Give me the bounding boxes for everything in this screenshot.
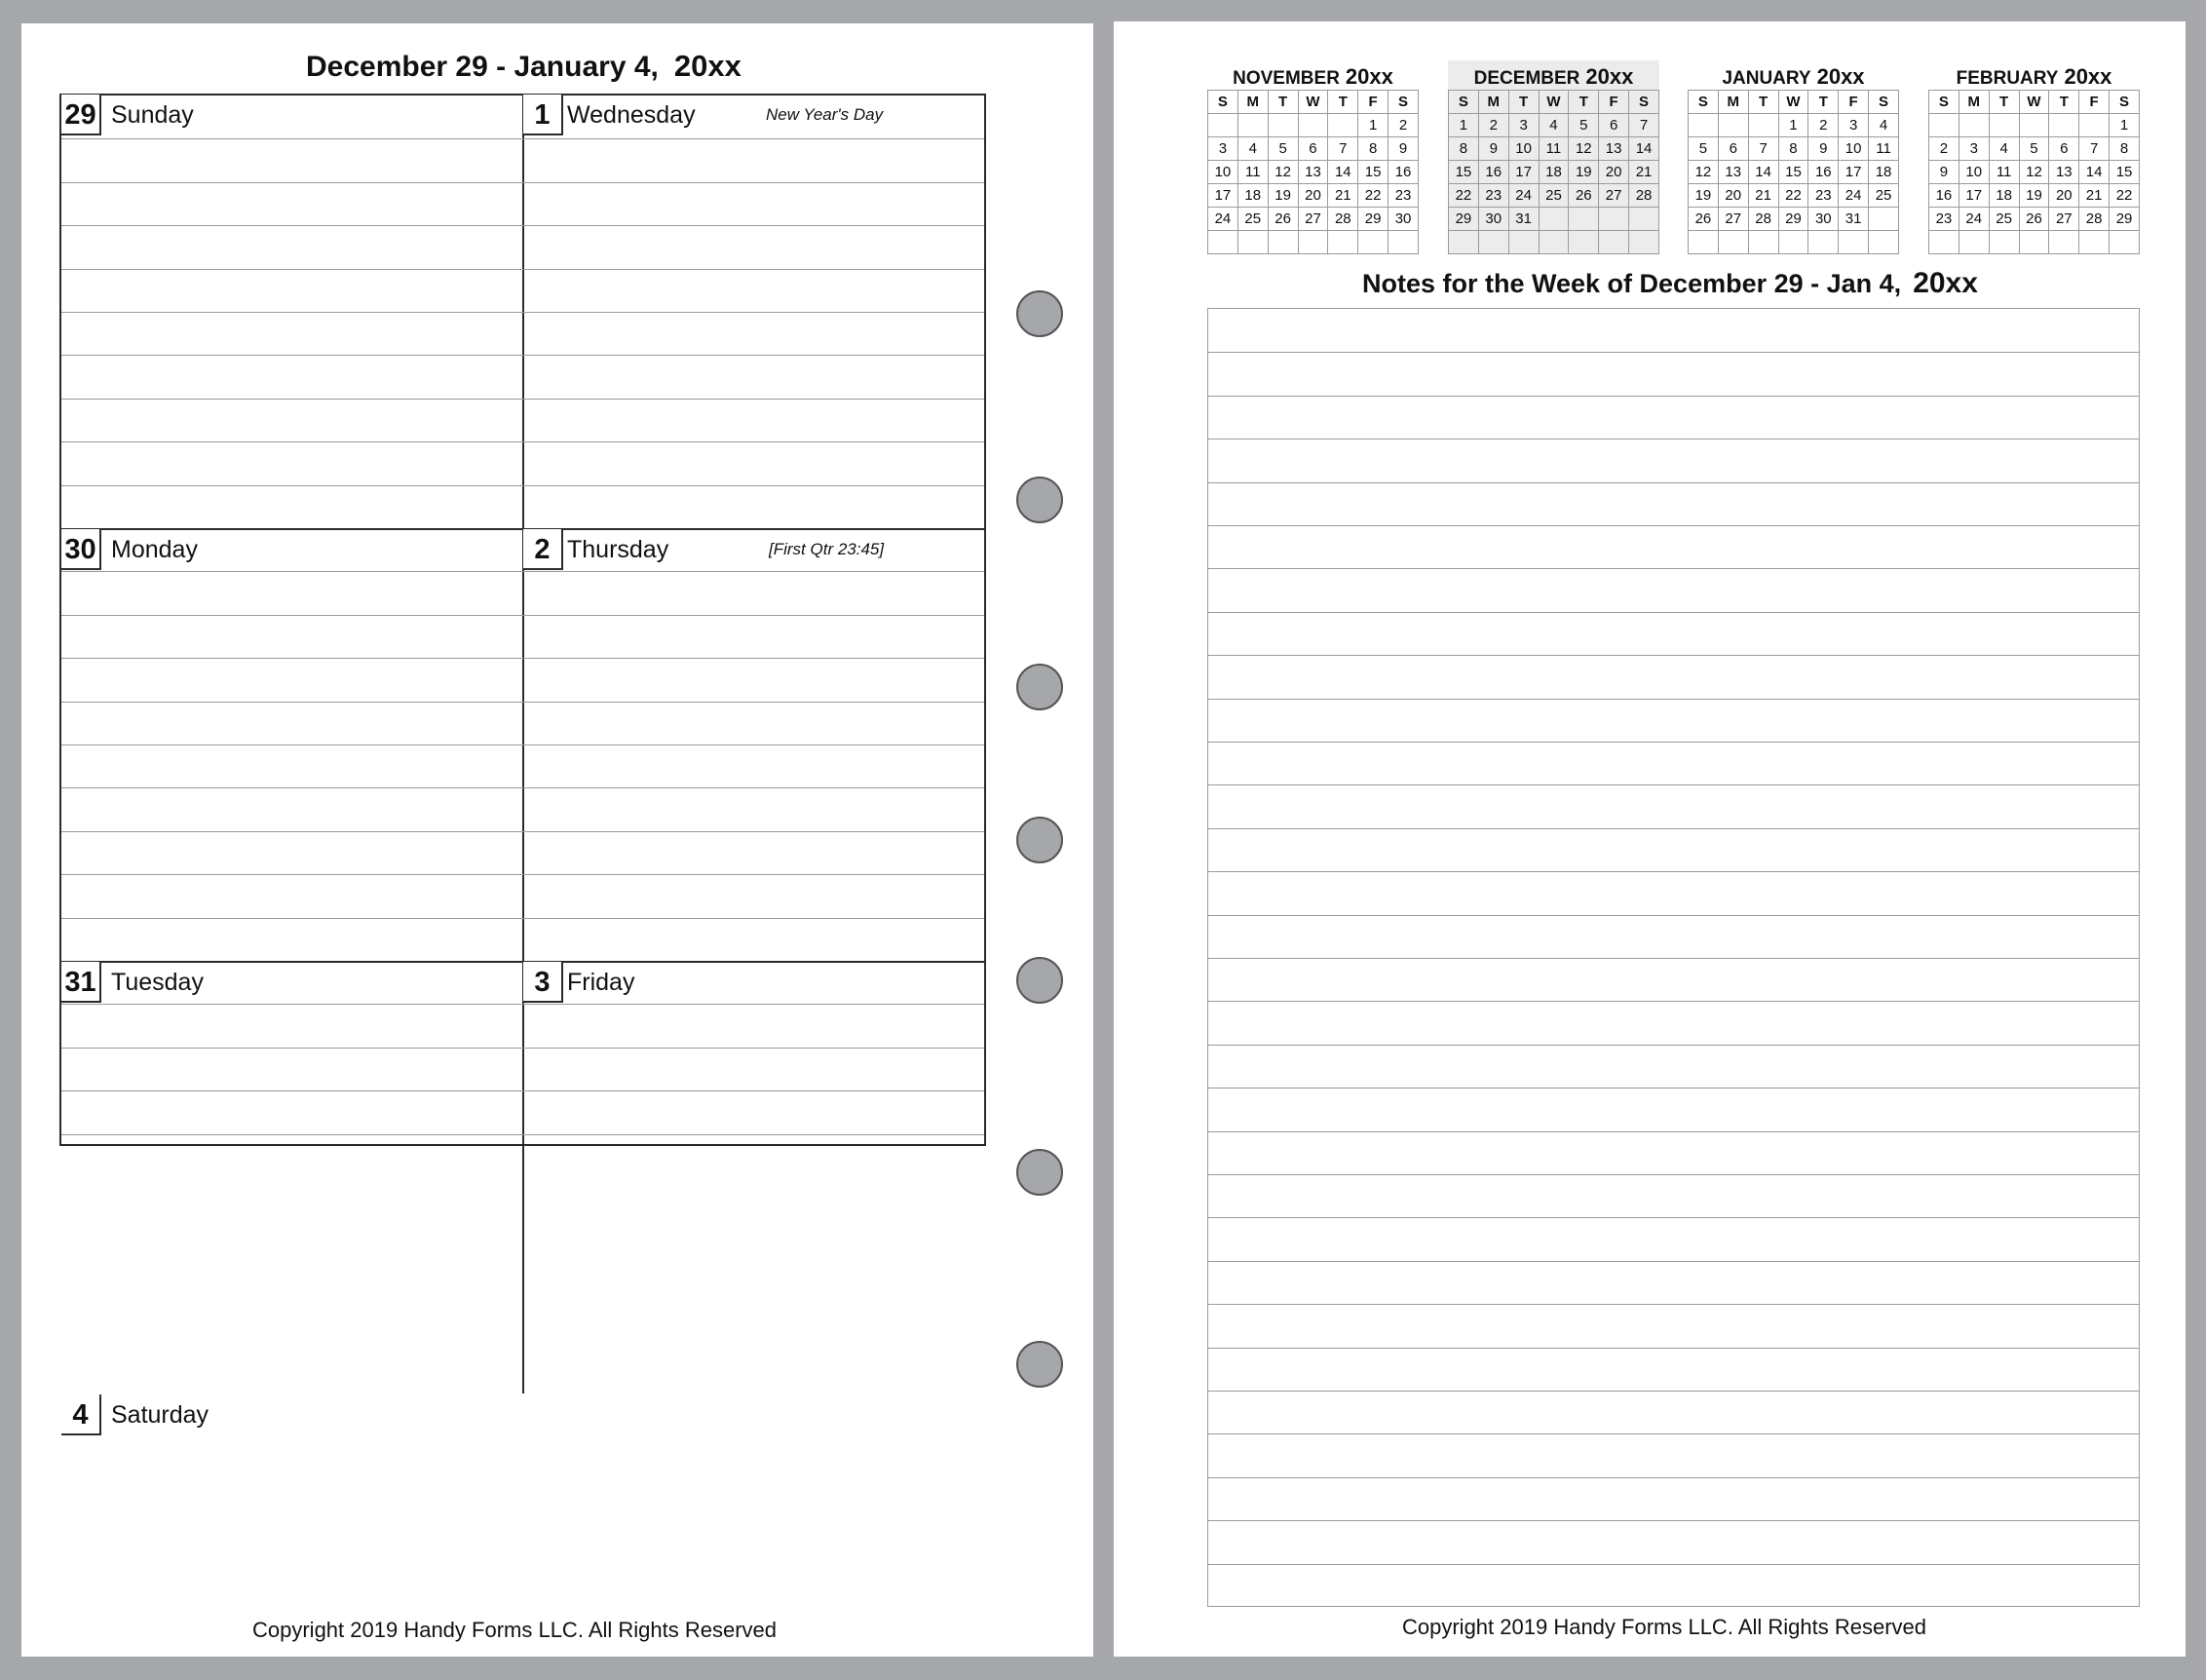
calendar-day (1718, 231, 1748, 254)
calendar-day (1929, 114, 1959, 137)
weekday-header: M (1959, 91, 1989, 114)
calendar-day: 7 (2079, 137, 2110, 161)
calendar-day (2049, 114, 2079, 137)
calendar-day: 28 (1629, 184, 1659, 208)
calendar-day: 8 (1358, 137, 1388, 161)
ruled-line (61, 831, 984, 832)
weekday-header: T (1328, 91, 1358, 114)
notes-ruled-line (1208, 525, 2139, 526)
calendar-day: 24 (1208, 208, 1238, 231)
calendar-day: 12 (1689, 161, 1719, 184)
calendar-day: 10 (1959, 161, 1989, 184)
weekly-planner-page (21, 23, 1093, 1657)
day-name-friday: Friday (567, 969, 635, 996)
calendar-day: 24 (1839, 184, 1869, 208)
calendar-day (2049, 231, 2079, 254)
weekday-header: S (1869, 91, 1899, 114)
copyright-left: Copyright 2019 Handy Forms LLC. All Rights Reserved (252, 1618, 778, 1642)
calendar-day: 2 (1808, 114, 1839, 137)
calendar-month: DECEMBER (1473, 68, 1580, 89)
calendar-day: 17 (1508, 161, 1539, 184)
calendar-day: 27 (2049, 208, 2079, 231)
notes-ruled-line (1208, 699, 2139, 700)
calendar-day: 6 (1298, 137, 1328, 161)
calendar-day: 26 (1268, 208, 1298, 231)
ruled-line (61, 225, 984, 226)
calendar-day: 3 (1508, 114, 1539, 137)
calendar-day (1869, 208, 1899, 231)
calendar-day: 27 (1298, 208, 1328, 231)
calendar-day: 21 (1748, 184, 1778, 208)
calendar-day: 23 (1478, 184, 1508, 208)
calendar-day: 2 (1478, 114, 1508, 137)
calendar-day: 7 (1629, 114, 1659, 137)
binder-hole (1016, 1341, 1063, 1388)
calendar-day: 9 (1929, 161, 1959, 184)
calendar-day: 2 (1929, 137, 1959, 161)
calendar-day: 1 (1449, 114, 1479, 137)
weekday-header: W (1539, 91, 1569, 114)
calendar-day: 24 (1959, 208, 1989, 231)
day-name-thursday: Thursday (567, 536, 669, 563)
calendar-day: 29 (1449, 208, 1479, 231)
weekday-header: S (1449, 91, 1479, 114)
calendar-day: 22 (1358, 184, 1388, 208)
ruled-line (61, 615, 984, 616)
calendar-day: 9 (1478, 137, 1508, 161)
calendar-day: 23 (1808, 184, 1839, 208)
weekday-header: M (1237, 91, 1268, 114)
weekday-header: T (1268, 91, 1298, 114)
calendar-day: 18 (1989, 184, 2019, 208)
calendar-day (1569, 208, 1599, 231)
calendar-day (1208, 231, 1238, 254)
calendar-day: 13 (1298, 161, 1328, 184)
calendar-day (1989, 114, 2019, 137)
calendar-day (1808, 231, 1839, 254)
day-note-wednesday: New Year's Day (766, 105, 884, 124)
calendar-day: 7 (1748, 137, 1778, 161)
calendar-day (1718, 114, 1748, 137)
ruled-line (61, 441, 984, 442)
mini-calendar-header (1928, 60, 2140, 90)
ruled-line (61, 571, 984, 572)
calendar-day: 4 (1539, 114, 1569, 137)
week-title (306, 49, 742, 84)
mini-calendar-december (1448, 60, 1659, 254)
calendar-day (1748, 231, 1778, 254)
calendar-day: 8 (1449, 137, 1479, 161)
calendar-day: 27 (1599, 184, 1629, 208)
calendar-day: 1 (2110, 114, 2140, 137)
calendar-day: 29 (1778, 208, 1808, 231)
day-number-tuesday: 31 (61, 962, 101, 1003)
calendar-day: 19 (2019, 184, 2049, 208)
calendar-day: 28 (1748, 208, 1778, 231)
day-name-saturday: Saturday (111, 1401, 209, 1429)
calendar-month: JANUARY (1722, 68, 1811, 89)
ruled-line (61, 1090, 984, 1091)
calendar-day: 30 (1388, 208, 1419, 231)
calendar-day: 21 (1629, 161, 1659, 184)
calendar-day (1268, 231, 1298, 254)
calendar-day (2110, 231, 2140, 254)
calendar-day: 17 (1208, 184, 1238, 208)
calendar-day: 20 (1298, 184, 1328, 208)
calendar-day: 17 (1839, 161, 1869, 184)
calendar-day: 30 (1808, 208, 1839, 231)
weekday-header: F (1358, 91, 1388, 114)
calendar-day (1237, 231, 1268, 254)
notes-title (1362, 267, 1978, 300)
day-grid (59, 94, 986, 1431)
calendar-day: 18 (1539, 161, 1569, 184)
calendar-day: 25 (1989, 208, 2019, 231)
calendar-day: 17 (1959, 184, 1989, 208)
calendar-day: 14 (2079, 161, 2110, 184)
calendar-day (1508, 231, 1539, 254)
calendar-day: 31 (1839, 208, 1869, 231)
binder-hole (1016, 477, 1063, 523)
notes-ruled-line (1208, 1174, 2139, 1175)
calendar-day: 22 (1449, 184, 1479, 208)
notes-ruled-line (1208, 1001, 2139, 1002)
calendar-year: 20xx (1816, 64, 1865, 89)
calendar-day (1839, 231, 1869, 254)
ruled-line (61, 1134, 984, 1135)
notes-ruled-line (1208, 1564, 2139, 1565)
ruled-line (61, 485, 984, 486)
weekday-header: T (1508, 91, 1539, 114)
notes-ruled-line (1208, 1045, 2139, 1046)
calendar-day (1569, 231, 1599, 254)
calendar-day: 7 (1328, 137, 1358, 161)
binder-hole (1016, 664, 1063, 710)
notes-ruled-line (1208, 915, 2139, 916)
calendar-day: 23 (1929, 208, 1959, 231)
day-number-monday: 30 (61, 529, 101, 570)
notes-ruled-line (1208, 655, 2139, 656)
calendar-day: 30 (1478, 208, 1508, 231)
notes-ruled-line (1208, 742, 2139, 743)
calendar-day: 16 (1478, 161, 1508, 184)
calendar-day: 8 (2110, 137, 2140, 161)
day-name-tuesday: Tuesday (111, 969, 204, 996)
calendar-day (1748, 114, 1778, 137)
notes-ruled-line (1208, 871, 2139, 872)
notes-ruled-line (1208, 828, 2139, 829)
calendar-day (1328, 231, 1358, 254)
ruled-line (61, 138, 984, 139)
calendar-grid (1448, 90, 1659, 254)
ruled-line (61, 918, 984, 919)
calendar-day: 26 (1569, 184, 1599, 208)
calendar-day (1449, 231, 1479, 254)
day-number-sunday: 29 (61, 95, 101, 135)
calendar-day: 6 (1718, 137, 1748, 161)
calendar-day: 10 (1208, 161, 1238, 184)
weekday-header: F (1599, 91, 1629, 114)
notes-lines-area[interactable] (1207, 308, 2140, 1607)
calendar-day: 10 (1508, 137, 1539, 161)
mini-calendar-header (1448, 60, 1659, 90)
calendar-day: 31 (1508, 208, 1539, 231)
calendar-day: 4 (1237, 137, 1268, 161)
calendar-day: 22 (2110, 184, 2140, 208)
calendar-day (1298, 231, 1328, 254)
calendar-day (1539, 208, 1569, 231)
notes-ruled-line (1208, 1348, 2139, 1349)
calendar-day (1629, 231, 1659, 254)
calendar-day: 6 (2049, 137, 2079, 161)
calendar-day: 25 (1237, 208, 1268, 231)
calendar-day (1388, 231, 1419, 254)
calendar-day: 12 (2019, 161, 2049, 184)
calendar-day: 28 (2079, 208, 2110, 231)
calendar-day (2079, 231, 2110, 254)
calendar-day: 13 (1718, 161, 1748, 184)
calendar-day: 21 (2079, 184, 2110, 208)
calendar-year: 20xx (1345, 64, 1393, 89)
calendar-day: 11 (1237, 161, 1268, 184)
notes-page (1114, 21, 2186, 1657)
calendar-day (1869, 231, 1899, 254)
calendar-month: FEBRUARY (1956, 68, 2059, 89)
calendar-day (1298, 114, 1328, 137)
mini-calendar-january (1688, 60, 1899, 254)
calendar-day: 11 (1989, 161, 2019, 184)
ruled-line (61, 1048, 984, 1049)
calendar-day: 14 (1629, 137, 1659, 161)
calendar-grid (1207, 90, 1419, 254)
calendar-day (1268, 114, 1298, 137)
weekday-header: T (2049, 91, 2079, 114)
calendar-day: 12 (1569, 137, 1599, 161)
calendar-day: 19 (1689, 184, 1719, 208)
calendar-day: 11 (1539, 137, 1569, 161)
calendar-day (1929, 231, 1959, 254)
notes-title-text: Notes for the Week of December 29 - Jan 4, (1362, 269, 1902, 298)
calendar-day: 3 (1839, 114, 1869, 137)
weekday-header: T (1748, 91, 1778, 114)
ruled-line (61, 399, 984, 400)
ruled-line (61, 1004, 984, 1005)
binder-hole (1016, 290, 1063, 337)
calendar-day: 25 (1539, 184, 1569, 208)
mini-calendar-header (1688, 60, 1899, 90)
day-number-wednesday: 1 (523, 95, 563, 135)
weekday-header: S (2110, 91, 2140, 114)
binder-hole (1016, 817, 1063, 863)
calendar-day: 4 (1989, 137, 2019, 161)
weekday-header: F (1839, 91, 1869, 114)
calendar-day: 3 (1959, 137, 1989, 161)
weekday-header: M (1478, 91, 1508, 114)
calendar-day: 3 (1208, 137, 1238, 161)
copyright-right: Copyright 2019 Handy Forms LLC. All Rights Reserved (1402, 1615, 1927, 1639)
calendar-day: 5 (1569, 114, 1599, 137)
calendar-day: 8 (1778, 137, 1808, 161)
binder-hole (1016, 957, 1063, 1004)
calendar-day: 15 (2110, 161, 2140, 184)
notes-ruled-line (1208, 784, 2139, 785)
notes-ruled-line (1208, 612, 2139, 613)
calendar-day (1539, 231, 1569, 254)
calendar-day: 15 (1778, 161, 1808, 184)
day-note-thursday: [First Qtr 23:45] (769, 540, 885, 558)
weekday-header: S (1388, 91, 1419, 114)
calendar-day (2079, 114, 2110, 137)
day-name-wednesday: Wednesday (567, 101, 696, 129)
calendar-day: 29 (1358, 208, 1388, 231)
calendar-day: 29 (2110, 208, 2140, 231)
calendar-day (2019, 231, 2049, 254)
notes-ruled-line (1208, 396, 2139, 397)
calendar-day: 20 (1718, 184, 1748, 208)
ruled-line (61, 312, 984, 313)
notes-ruled-line (1208, 352, 2139, 353)
notes-ruled-line (1208, 1261, 2139, 1262)
weekday-header: S (1629, 91, 1659, 114)
ruled-line (61, 702, 984, 703)
calendar-year: 20xx (2064, 64, 2112, 89)
calendar-day: 4 (1869, 114, 1899, 137)
weekday-header: S (1929, 91, 1959, 114)
calendar-day: 19 (1268, 184, 1298, 208)
notes-ruled-line (1208, 1391, 2139, 1392)
notes-ruled-line (1208, 1131, 2139, 1132)
ruled-line (61, 355, 984, 356)
mini-calendar-header (1207, 60, 1419, 90)
calendar-day: 10 (1839, 137, 1869, 161)
calendar-day: 12 (1268, 161, 1298, 184)
calendar-day: 5 (1689, 137, 1719, 161)
notes-ruled-line (1208, 1520, 2139, 1521)
notes-ruled-line (1208, 1433, 2139, 1434)
calendar-day (1989, 231, 2019, 254)
weekday-header: T (1569, 91, 1599, 114)
calendar-day: 26 (1689, 208, 1719, 231)
calendar-day: 18 (1869, 161, 1899, 184)
day-number-saturday: 4 (61, 1394, 101, 1435)
weekday-header: T (1808, 91, 1839, 114)
calendar-day: 6 (1599, 114, 1629, 137)
week-title-text: December 29 - January 4, (306, 51, 659, 83)
calendar-day: 5 (1268, 137, 1298, 161)
calendar-day (1689, 114, 1719, 137)
calendar-day: 2 (1388, 114, 1419, 137)
calendar-day: 19 (1569, 161, 1599, 184)
ruled-line (61, 787, 984, 788)
calendar-day: 5 (2019, 137, 2049, 161)
calendar-day (1959, 231, 1989, 254)
calendar-day: 14 (1748, 161, 1778, 184)
binder-hole (1016, 1149, 1063, 1196)
calendar-day: 1 (1358, 114, 1388, 137)
calendar-day: 21 (1328, 184, 1358, 208)
calendar-day: 15 (1358, 161, 1388, 184)
calendar-day: 24 (1508, 184, 1539, 208)
weekday-header: W (1298, 91, 1328, 114)
notes-ruled-line (1208, 568, 2139, 569)
weekday-header: S (1208, 91, 1238, 114)
mini-calendar-february (1928, 60, 2140, 254)
notes-title-year: 20xx (1913, 267, 1978, 299)
calendar-day (1599, 231, 1629, 254)
day-number-friday: 3 (523, 962, 563, 1003)
calendar-day: 23 (1388, 184, 1419, 208)
week-title-year: 20xx (673, 49, 742, 83)
calendar-day (1478, 231, 1508, 254)
calendar-day: 9 (1388, 137, 1419, 161)
day-number-thursday: 2 (523, 529, 563, 570)
calendar-day: 27 (1718, 208, 1748, 231)
weekday-header: W (2019, 91, 2049, 114)
calendar-grid (1928, 90, 2140, 254)
calendar-day: 16 (1808, 161, 1839, 184)
mini-calendar-november (1207, 60, 1419, 254)
calendar-day (1629, 208, 1659, 231)
calendar-day: 13 (2049, 161, 2079, 184)
weekday-header: S (1689, 91, 1719, 114)
calendar-day (1778, 231, 1808, 254)
calendar-day (1237, 114, 1268, 137)
calendar-day (1959, 114, 1989, 137)
calendar-day: 14 (1328, 161, 1358, 184)
calendar-day (1689, 231, 1719, 254)
ruled-line (61, 658, 984, 659)
weekday-header: W (1778, 91, 1808, 114)
ruled-line (61, 874, 984, 875)
calendar-day: 15 (1449, 161, 1479, 184)
weekday-header: M (1718, 91, 1748, 114)
calendar-day: 16 (1388, 161, 1419, 184)
notes-ruled-line (1208, 1217, 2139, 1218)
calendar-day: 28 (1328, 208, 1358, 231)
calendar-grid (1688, 90, 1899, 254)
weekday-header: T (1989, 91, 2019, 114)
calendar-day: 26 (2019, 208, 2049, 231)
calendar-year: 20xx (1585, 64, 1634, 89)
calendar-day: 20 (2049, 184, 2079, 208)
calendar-month: NOVEMBER (1233, 68, 1340, 89)
calendar-day (1599, 208, 1629, 231)
weekday-header: F (2079, 91, 2110, 114)
calendar-day: 16 (1929, 184, 1959, 208)
notes-ruled-line (1208, 482, 2139, 483)
calendar-day: 11 (1869, 137, 1899, 161)
calendar-day: 22 (1778, 184, 1808, 208)
ruled-line (61, 269, 984, 270)
calendar-day (1328, 114, 1358, 137)
calendar-day: 1 (1778, 114, 1808, 137)
calendar-day: 18 (1237, 184, 1268, 208)
notes-ruled-line (1208, 1477, 2139, 1478)
calendar-day: 9 (1808, 137, 1839, 161)
day-name-monday: Monday (111, 536, 198, 563)
calendar-day: 25 (1869, 184, 1899, 208)
ruled-line (61, 182, 984, 183)
calendar-day: 20 (1599, 161, 1629, 184)
calendar-day (1208, 114, 1238, 137)
calendar-day (2019, 114, 2049, 137)
notes-ruled-line (1208, 1304, 2139, 1305)
calendar-day: 13 (1599, 137, 1629, 161)
day-name-sunday: Sunday (111, 101, 194, 129)
notes-ruled-line (1208, 958, 2139, 959)
calendar-day (1358, 231, 1388, 254)
